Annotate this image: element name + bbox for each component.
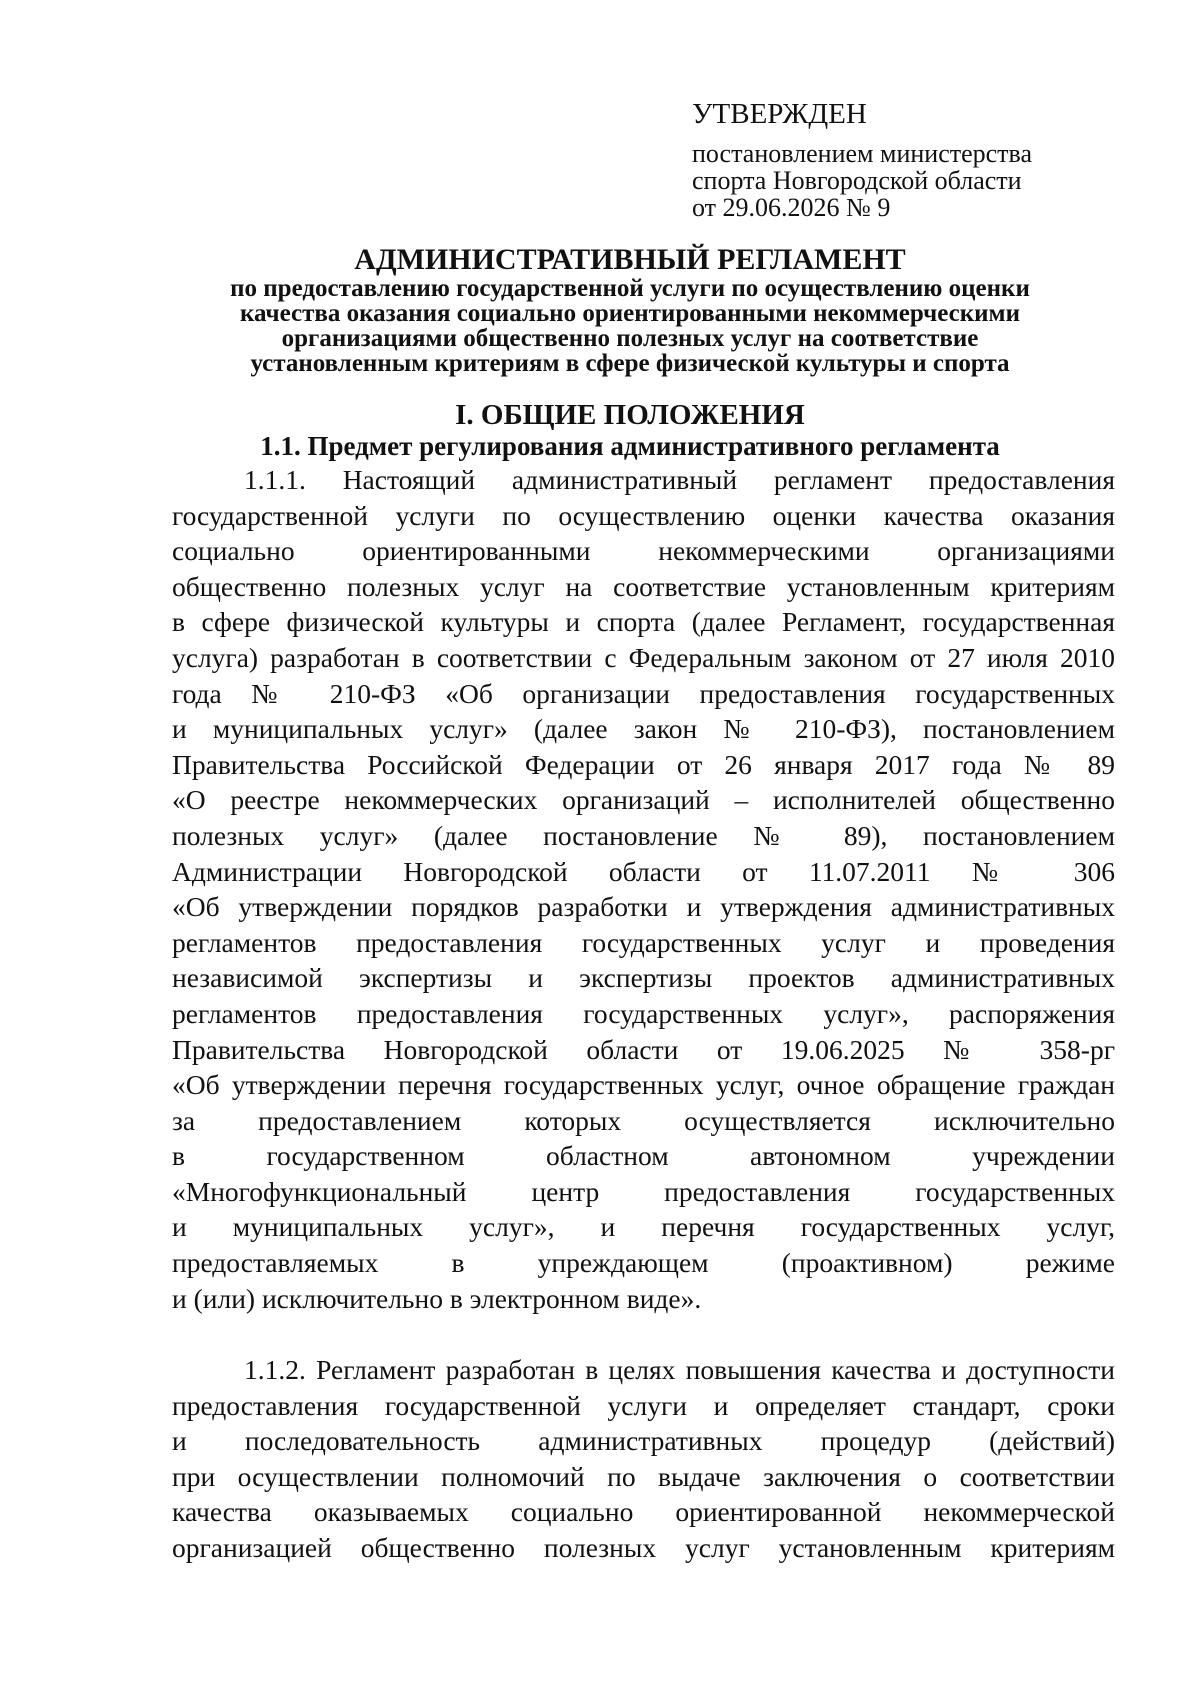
text-line: и муниципальных услуг» (далее закон № 210-ФЗ), постановлением (172, 713, 1115, 745)
text-line: за предоставлением которых осуществляется исключительно (172, 1104, 1115, 1136)
approval-line: от 29.06.2026 № 9 (692, 193, 891, 222)
approval-line: спорта Новгородской области (692, 166, 1022, 195)
text-line: «О реестре некоммерческих организаций – исполнителей общественно (172, 784, 1115, 816)
section-heading: I. ОБЩИЕ ПОЛОЖЕНИЯ (455, 399, 805, 431)
text-line: и (или) исключительно в электронном виде». (172, 1282, 702, 1314)
approval-line: постановлением министерства (692, 139, 1033, 168)
text-line: предоставляемых в упреждающем (проактивном) режиме (172, 1247, 1115, 1279)
document-subtitle-line: организациями общественно полезных услуг на соответствие (281, 325, 979, 352)
section-subheading: 1.1. Предмет регулирования административного регламента (260, 431, 1000, 461)
document-subtitle-line: по предоставлению государственной услуги по осуществлению оценки (230, 275, 1030, 302)
text-line: и последовательность административных процедур (действий) (172, 1425, 1115, 1457)
text-line: социально ориентированными некоммерческими организациями (172, 535, 1115, 567)
text-line: услуга) разработан в соответствии с Федеральным законом от 27 июля 2010 (172, 641, 1115, 673)
document-subtitle-line: качества оказания социально ориентированными некоммерческими (240, 300, 1020, 327)
text-line: полезных услуг» (далее постановление № 89), постановлением (172, 819, 1115, 851)
document-title-block (150, 243, 1110, 376)
approval-heading: УТВЕРЖДЕН (692, 98, 867, 130)
text-line: предоставления государственной услуги и определяет стандарт, сроки (172, 1389, 1115, 1421)
document-subtitle-line: установленным критериям в сфере физической культуры и спорта (250, 350, 1010, 377)
text-line: Правительства Новгородской области от 19.06.2025 № 358-рг (172, 1033, 1115, 1065)
text-line: в сфере физической культуры и спорта (далее Регламент, государственная (172, 606, 1115, 638)
paragraph-1 (172, 462, 1115, 1316)
text-line: «Об утверждении порядков разработки и утверждения административных (172, 891, 1115, 923)
text-line: 1.1.2. Регламент разработан в целях повышения качества и доступности (244, 1354, 1115, 1385)
text-line: регламентов предоставления государственных услуг», распоряжения (172, 997, 1115, 1029)
text-line: при осуществлении полномочий по выдаче заключения о соответствии (172, 1460, 1115, 1492)
text-line: независимой экспертизы и экспертизы проектов административных (172, 962, 1115, 994)
text-line: «Об утверждении перечня государственных услуг, очное обращение граждан (172, 1069, 1115, 1101)
text-line: и муниципальных услуг», и перечня государственных услуг, (172, 1211, 1115, 1243)
paragraph-2 (172, 1352, 1115, 1566)
document-title: АДМИНИСТРАТИВНЫЙ РЕГЛАМЕНТ (354, 243, 906, 276)
text-line: общественно полезных услуг на соответствие установленным критериям (172, 570, 1115, 602)
text-line: организацией общественно полезных услуг установленным критериям (172, 1531, 1115, 1563)
approval-stamp (692, 96, 1152, 221)
text-line: Администрации Новгородской области от 11.07.2011 № 306 (172, 855, 1115, 887)
text-line: «Многофункциональный центр предоставления государственных (172, 1175, 1115, 1207)
text-line: года № 210-ФЗ «Об организации предоставления государственных (172, 677, 1115, 709)
text-line: Правительства Российской Федерации от 26 января 2017 года № 89 (172, 748, 1115, 780)
text-line: 1.1.1. Настоящий административный регламент предоставления (244, 464, 1115, 495)
text-line: регламентов предоставления государственных услуг и проведения (172, 926, 1115, 958)
text-line: в государственном областном автономном учреждении (172, 1140, 1115, 1172)
text-line: государственной услуги по осуществлению оценки качества оказания (172, 499, 1115, 531)
text-line: качества оказываемых социально ориентированной некоммерческой (172, 1496, 1115, 1528)
